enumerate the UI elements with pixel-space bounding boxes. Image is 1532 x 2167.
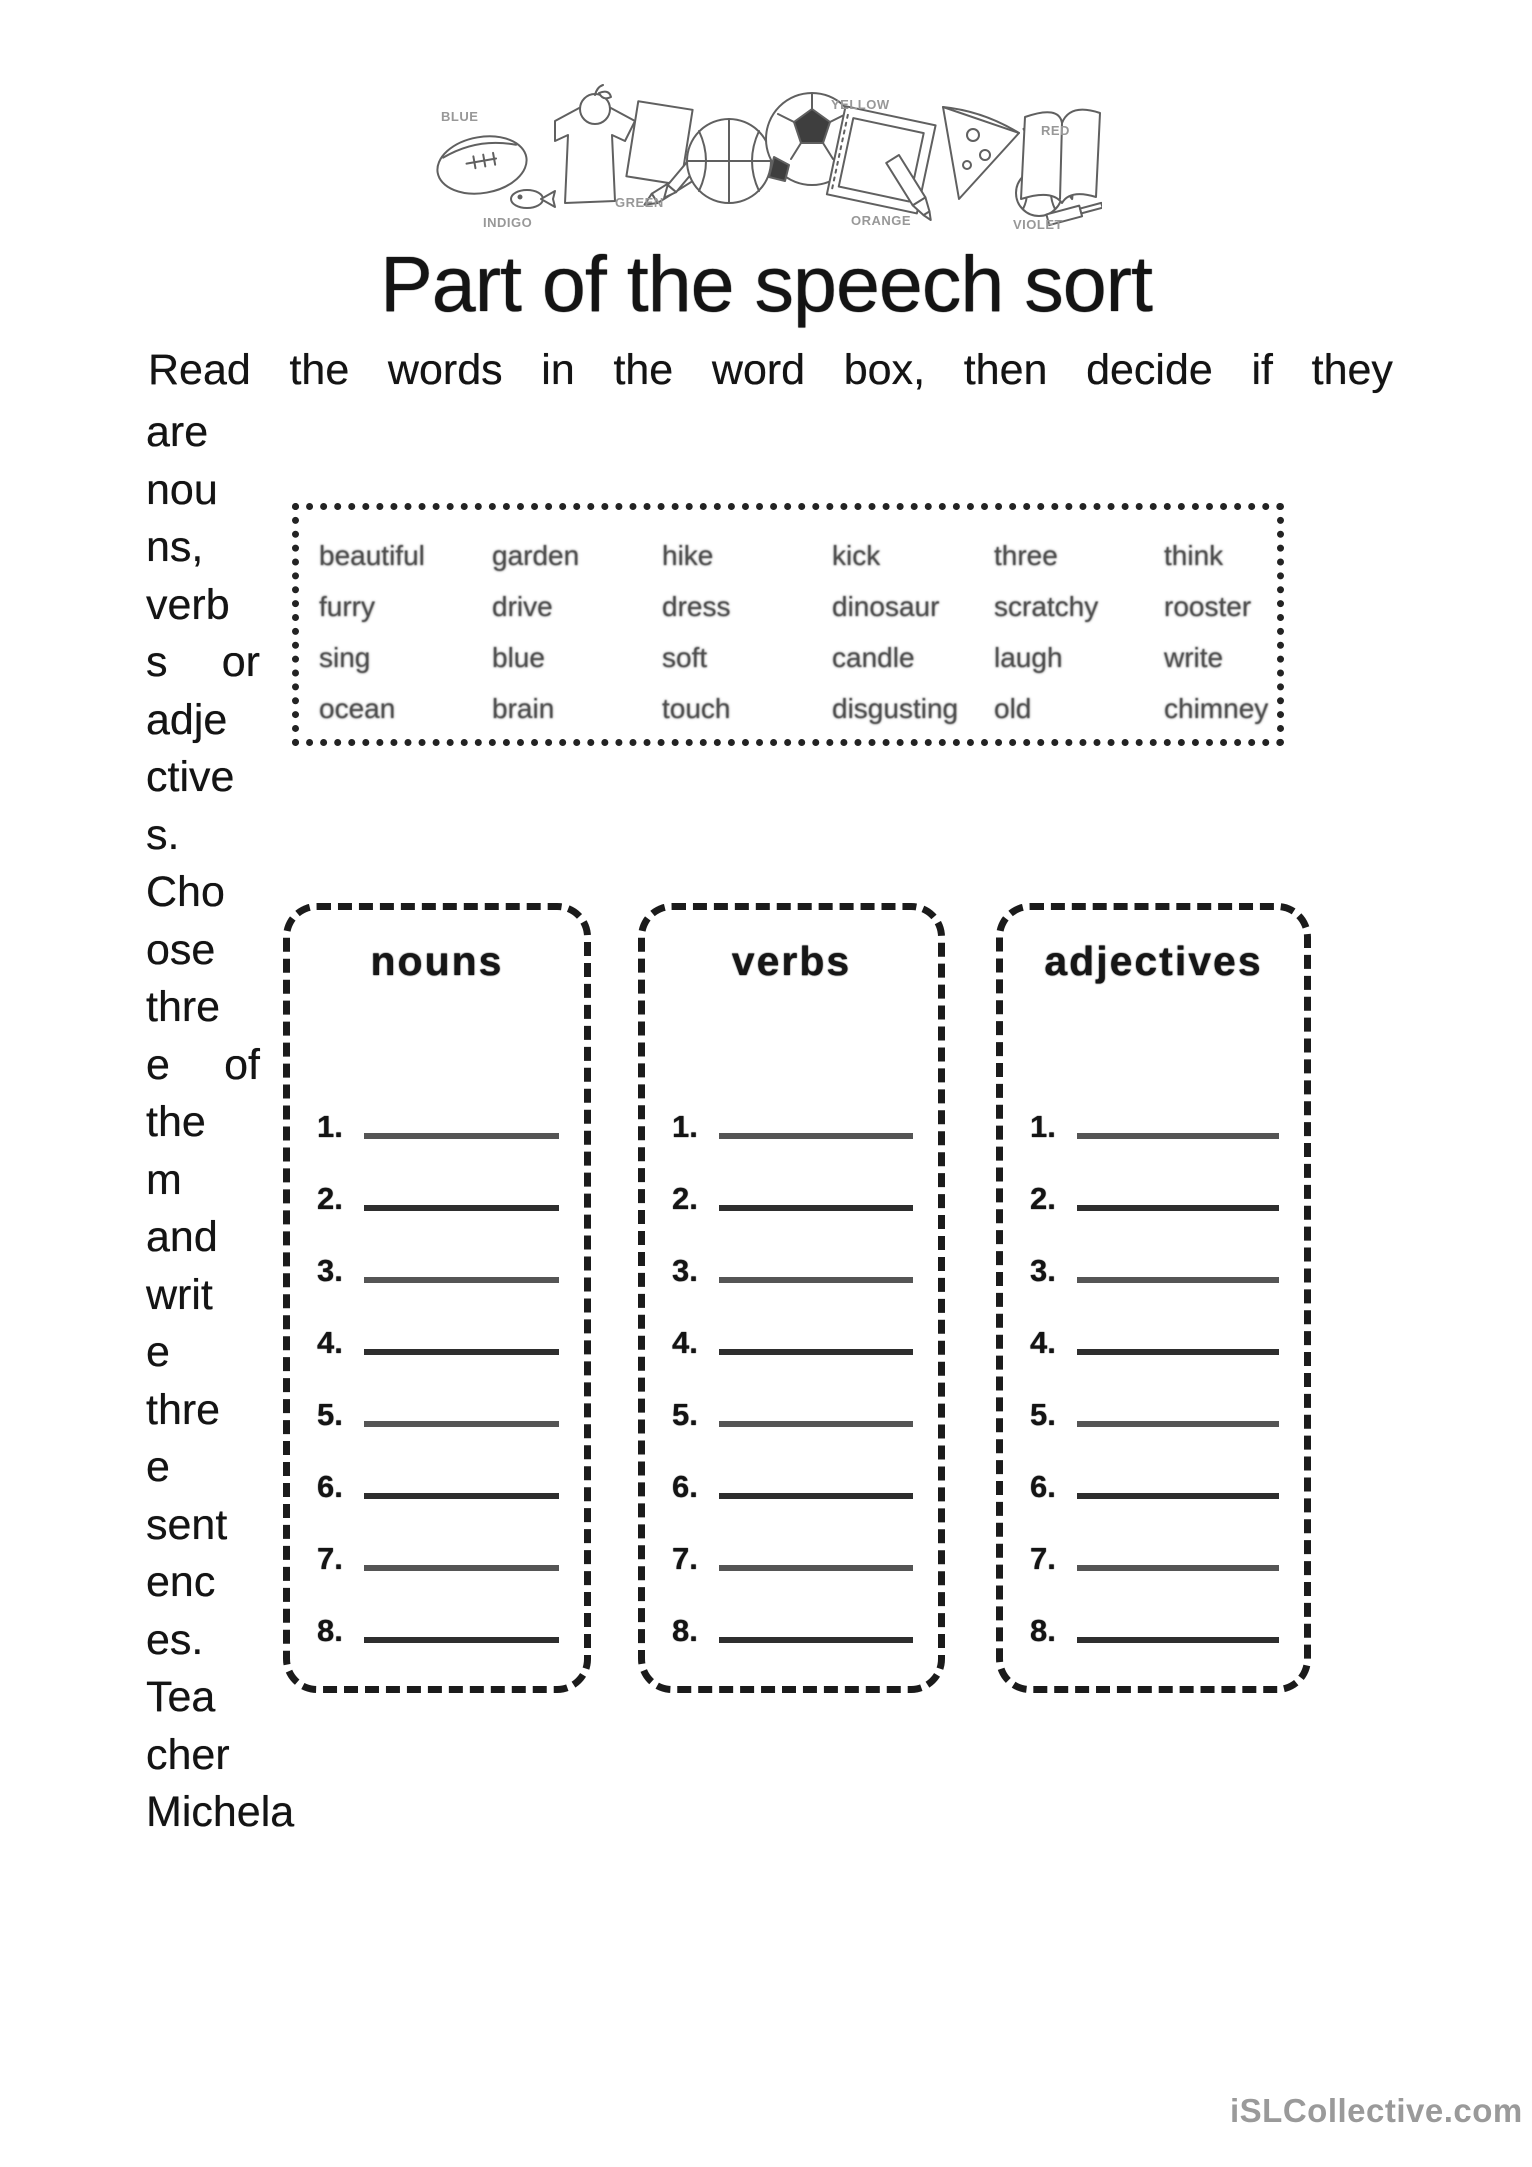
instruction-column	[146, 404, 295, 1842]
answer-blank-line	[719, 1133, 913, 1139]
answer-row	[672, 1514, 913, 1586]
answer-number: 5.	[317, 1397, 343, 1432]
answer-number: 8.	[317, 1613, 343, 1648]
sort-box-title: nouns	[370, 938, 504, 984]
school-items-doodle	[427, 72, 1102, 234]
answer-number: 3.	[317, 1253, 343, 1288]
answer-blank-line	[1077, 1133, 1279, 1139]
answer-row	[317, 1154, 559, 1226]
word-box-word: scratchy	[994, 590, 1099, 622]
answer-blank-line	[719, 1493, 913, 1499]
answer-row	[672, 1082, 913, 1154]
answer-rows	[645, 1082, 938, 1658]
answer-row	[317, 1514, 559, 1586]
instruction-column-line: writ	[146, 1270, 213, 1319]
instruction-word: of	[224, 1040, 260, 1089]
answer-blank-line	[1077, 1421, 1279, 1427]
word-box-word: write	[1164, 641, 1224, 673]
answer-row	[672, 1442, 913, 1514]
answer-row	[672, 1298, 913, 1370]
answer-rows	[1003, 1082, 1304, 1658]
answer-blank-line	[1077, 1637, 1279, 1643]
answer-row	[672, 1586, 913, 1658]
answer-blank-line	[364, 1637, 559, 1643]
pizza-icon	[943, 107, 1019, 199]
answer-blank-line	[719, 1205, 913, 1211]
answer-number: 4.	[317, 1325, 343, 1360]
word-box-word: soft	[662, 641, 708, 673]
answer-number: 2.	[672, 1181, 698, 1216]
word-box-word: touch	[662, 692, 731, 724]
banner-label-indigo: INDIGO	[483, 215, 533, 230]
answer-row	[317, 1298, 559, 1370]
banner-clipart	[427, 72, 1102, 234]
word-box-word: rooster	[1164, 590, 1252, 622]
instruction-column-line	[146, 1037, 260, 1095]
word-box-word: brain	[492, 692, 555, 724]
answer-number: 2.	[1030, 1181, 1056, 1216]
answer-number: 5.	[1030, 1397, 1056, 1432]
answer-blank-line	[719, 1421, 913, 1427]
sort-box-verbs	[638, 903, 945, 1693]
answer-number: 2.	[317, 1181, 343, 1216]
answer-number: 6.	[317, 1469, 343, 1504]
fish-icon	[511, 190, 555, 208]
answer-number: 1.	[672, 1109, 698, 1144]
answer-row	[672, 1370, 913, 1442]
answer-blank-line	[719, 1277, 913, 1283]
instruction-word: words	[387, 346, 503, 394]
answer-rows	[290, 1082, 584, 1658]
answer-number: 1.	[317, 1109, 343, 1144]
word-box-word: furry	[319, 590, 375, 622]
word-box-word: candle	[832, 641, 915, 673]
word-box-word: hike	[662, 539, 714, 571]
answer-row	[1030, 1370, 1279, 1442]
instruction-column-line: m	[146, 1155, 182, 1204]
page-title: Part of the speech sort	[380, 239, 1152, 328]
answer-row	[672, 1226, 913, 1298]
answer-blank-line	[1077, 1565, 1279, 1571]
answer-row	[1030, 1226, 1279, 1298]
watermark: iSLCollective.com	[1230, 2092, 1523, 2129]
instruction-column-line: s.	[146, 810, 180, 859]
instruction-column-line: Michela	[146, 1788, 295, 1836]
answer-row	[317, 1082, 559, 1154]
instruction-column-line: sent	[146, 1500, 228, 1549]
answer-number: 8.	[672, 1613, 698, 1648]
instruction-column-line: the	[146, 1098, 206, 1146]
answer-row	[1030, 1082, 1279, 1154]
word-box-word: laugh	[994, 641, 1063, 673]
instruction-word: s	[146, 638, 168, 686]
answer-number: 7.	[672, 1541, 698, 1576]
word-box-word: sing	[319, 641, 371, 673]
instruction-column-line: e	[146, 1443, 170, 1491]
answer-row	[317, 1586, 559, 1658]
sort-box-nouns	[283, 903, 591, 1693]
basketball-icon	[687, 119, 771, 203]
answer-number: 6.	[672, 1469, 698, 1504]
answer-number: 4.	[1030, 1325, 1056, 1360]
instruction-word: decide	[1086, 346, 1213, 394]
sort-box-adjectives	[996, 903, 1311, 1693]
instruction-word: the	[289, 346, 350, 394]
answer-number: 1.	[1030, 1109, 1056, 1144]
instruction-column-line: enc	[146, 1558, 216, 1606]
word-box-word: blue	[492, 641, 545, 673]
answer-number: 3.	[1030, 1253, 1056, 1288]
sort-box-title: adjectives	[1044, 938, 1263, 984]
word-box-word: kick	[832, 539, 881, 571]
instruction-word: in	[541, 346, 575, 394]
instruction-word: box,	[843, 346, 926, 394]
answer-number: 5.	[672, 1397, 698, 1432]
instruction-word: e	[146, 1040, 170, 1089]
banner-label-green: GREEN	[615, 195, 664, 210]
instruction-column-line: ns,	[146, 523, 204, 571]
answer-row	[1030, 1442, 1279, 1514]
banner-label-orange: ORANGE	[851, 213, 912, 228]
answer-blank-line	[364, 1421, 559, 1427]
instruction-column-line: nou	[146, 465, 218, 514]
answer-number: 8.	[1030, 1613, 1056, 1648]
word-box-word: disgusting	[832, 692, 959, 724]
instruction-word: the	[613, 346, 674, 394]
answer-number: 7.	[317, 1541, 343, 1576]
banner-label-violet: VIOLET	[1013, 217, 1063, 232]
answer-blank-line	[364, 1349, 559, 1355]
instruction-word: Read	[148, 346, 251, 394]
instruction-column-line: thre	[146, 983, 221, 1031]
instruction-column-line: adje	[146, 695, 228, 744]
word-box-word: drive	[492, 590, 553, 622]
instruction-column-line: are	[146, 408, 209, 456]
answer-blank-line	[719, 1637, 913, 1643]
answer-row	[1030, 1298, 1279, 1370]
answer-blank-line	[1077, 1349, 1279, 1355]
instruction-word: if	[1251, 346, 1273, 394]
sort-box-title: verbs	[731, 938, 852, 984]
answer-blank-line	[1077, 1277, 1279, 1283]
word-box	[292, 503, 1284, 746]
answer-blank-line	[719, 1349, 913, 1355]
instruction-word: then	[963, 346, 1048, 394]
instruction-line	[148, 346, 1393, 395]
answer-number: 4.	[672, 1325, 698, 1360]
answer-blank-line	[1077, 1205, 1279, 1211]
answer-row	[317, 1226, 559, 1298]
answer-blank-line	[1077, 1493, 1279, 1499]
instruction-word: they	[1311, 346, 1393, 394]
answer-row	[317, 1370, 559, 1442]
instruction-column-line: thre	[146, 1385, 221, 1434]
instruction-column-line: cher	[146, 1730, 230, 1779]
answer-blank-line	[364, 1277, 559, 1283]
answer-row	[1030, 1154, 1279, 1226]
answer-blank-line	[364, 1133, 559, 1139]
answer-row	[1030, 1514, 1279, 1586]
football-icon	[433, 130, 531, 201]
banner-label-yellow: YELLOW	[831, 97, 890, 112]
instruction-column-line: Cho	[146, 868, 225, 916]
word-box-word: beautiful	[319, 539, 425, 571]
answer-row	[1030, 1586, 1279, 1658]
apple-icon	[580, 85, 611, 124]
instruction-column-line: e	[146, 1328, 170, 1376]
instruction-column-line: and	[146, 1213, 218, 1261]
word-box-word: ocean	[319, 692, 396, 724]
answer-number: 3.	[672, 1253, 698, 1288]
word-box-word: dress	[662, 590, 731, 622]
answer-blank-line	[364, 1493, 559, 1499]
word-box-word: old	[994, 692, 1032, 724]
answer-blank-line	[719, 1565, 913, 1571]
word-box-word: garden	[492, 539, 580, 571]
instruction-column-line: ctive	[146, 753, 235, 801]
answer-row	[672, 1154, 913, 1226]
answer-blank-line	[364, 1205, 559, 1211]
answer-number: 6.	[1030, 1469, 1056, 1504]
word-box-word: three	[994, 539, 1058, 571]
instruction-column-line: ose	[146, 925, 216, 974]
instruction-column-line	[146, 634, 260, 692]
answer-row	[317, 1442, 559, 1514]
banner-label-blue: BLUE	[441, 109, 479, 124]
instruction-column-line: verb	[146, 580, 230, 629]
answer-number: 7.	[1030, 1541, 1056, 1576]
word-box-word: think	[1164, 539, 1224, 571]
word-box-word: chimney	[1164, 692, 1269, 724]
instruction-column-line: es.	[146, 1615, 204, 1664]
instruction-column-line: Tea	[146, 1673, 216, 1721]
instruction-word: or	[221, 638, 260, 686]
answer-blank-line	[364, 1565, 559, 1571]
banner-label-red: RED	[1041, 123, 1070, 138]
word-box-word: dinosaur	[832, 590, 940, 622]
instruction-word: word	[711, 346, 806, 394]
